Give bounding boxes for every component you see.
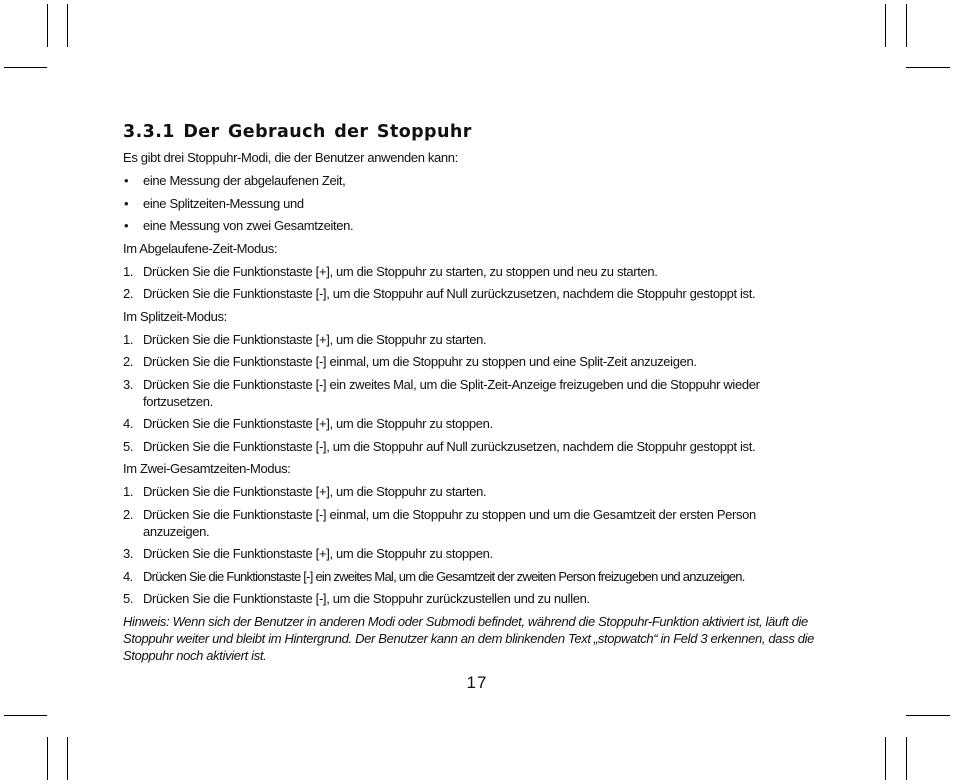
step-text: Drücken Sie die Funktionstaste [+], um die Stoppuhr zu starten. xyxy=(143,484,487,499)
section-title: 3.3.1 Der Gebrauch der Stoppuhr xyxy=(123,122,472,142)
step-text: Drücken Sie die Funktionstaste [-] ein zweites Mal, um die Split-Zeit-Anzeige freizugeben und die Stoppuhr wieder fortzusetzen. xyxy=(143,376,760,409)
step-text: Drücken Sie die Funktionstaste [+], um die Stoppuhr zu starten, zu stoppen und neu zu starten. xyxy=(143,263,658,279)
step-item xyxy=(123,415,820,432)
list-item-text: eine Messung der abgelaufenen Zeit, xyxy=(143,173,346,188)
page-content xyxy=(123,120,820,664)
step-text: Drücken Sie die Funktionstaste [+], um die Stoppuhr zu starten. xyxy=(143,331,487,347)
crop-mark-top-left-horizontal xyxy=(4,67,47,68)
crop-mark-bottom-right-outer xyxy=(906,737,907,780)
step-text: Drücken Sie die Funktionstaste [+], um die Stoppuhr zu stoppen. xyxy=(143,416,493,431)
elapsed-mode-steps xyxy=(123,263,820,303)
list-item xyxy=(123,195,820,212)
step-text: Drücken Sie die Funktionstaste [-], um die Stoppuhr zurückzustellen und zu nullen. xyxy=(143,591,590,606)
step-number: 2. xyxy=(123,506,134,522)
step-item xyxy=(123,545,820,562)
step-number: 3. xyxy=(123,546,134,561)
crop-mark-bottom-right-horizontal xyxy=(906,715,950,716)
list-item xyxy=(123,172,820,189)
step-number: 1. xyxy=(123,331,134,347)
note-text: Hinweis: Wenn sich der Benutzer in anderen Modi oder Submodi befindet, während die Stoppuhr-Funktion aktiviert ist, läuft die Stoppuhr weiter und bleibt im Hintergrund. Der Benutzer kann an dem blinkenden Text „stopwatch“ in Feld 3 erkennen, dass die Stoppuhr noch aktiviert ist. xyxy=(123,613,815,663)
step-number: 1. xyxy=(123,263,134,279)
two-total-mode-steps xyxy=(123,483,820,607)
crop-mark-top-right-horizontal xyxy=(906,67,950,68)
step-item xyxy=(123,263,820,280)
step-item xyxy=(123,506,820,540)
crop-mark-bottom-right-inner xyxy=(885,737,886,780)
step-number: 4. xyxy=(123,568,133,584)
crop-mark-bottom-left-outer xyxy=(47,737,48,780)
split-mode-heading: Im Splitzeit-Modus: xyxy=(123,308,227,324)
step-number: 1. xyxy=(123,484,134,499)
crop-mark-bottom-left-inner xyxy=(67,737,68,780)
step-number: 5. xyxy=(123,591,134,606)
step-number: 2. xyxy=(123,286,134,301)
step-item xyxy=(123,568,820,585)
step-item xyxy=(123,331,820,348)
step-number: 2. xyxy=(123,354,134,369)
step-item xyxy=(123,438,820,455)
two-total-mode-heading: Im Zwei-Gesamtzeiten-Modus: xyxy=(123,461,291,476)
crop-mark-top-right-inner xyxy=(885,4,886,47)
split-mode-steps xyxy=(123,331,820,455)
crop-mark-top-left-outer xyxy=(47,4,48,47)
step-text: Drücken Sie die Funktionstaste [-] einmal, um die Stoppuhr zu stoppen und um die Gesamtzeit der ersten Person anzuzeigen. xyxy=(143,506,756,539)
bullet-marker: • xyxy=(124,173,129,188)
crop-mark-top-left-inner xyxy=(67,4,68,47)
page-number: 17 xyxy=(466,673,488,692)
step-text: Drücken Sie die Funktionstaste [-], um die Stoppuhr auf Null zurückzusetzen, nachdem die Stoppuhr gestoppt ist. xyxy=(143,286,756,301)
intro-text: Es gibt drei Stoppuhr-Modi, die der Benutzer anwenden kann: xyxy=(123,150,458,165)
step-number: 3. xyxy=(123,376,134,392)
step-item xyxy=(123,483,820,500)
step-number: 4. xyxy=(123,416,134,431)
mode-list xyxy=(123,172,820,234)
list-item xyxy=(123,217,820,234)
crop-mark-bottom-left-horizontal xyxy=(4,715,47,716)
step-item xyxy=(123,285,820,302)
list-item-text: eine Messung von zwei Gesamtzeiten. xyxy=(143,218,354,233)
list-item-text: eine Splitzeiten-Messung und xyxy=(143,195,304,211)
bullet-marker: • xyxy=(124,195,129,211)
step-number: 5. xyxy=(123,438,134,454)
step-text: Drücken Sie die Funktionstaste [-] einmal, um die Stoppuhr zu stoppen und eine Split-Zeit anzuzeigen. xyxy=(143,354,697,369)
step-item xyxy=(123,590,820,607)
bullet-marker: • xyxy=(124,218,129,233)
step-text: Drücken Sie die Funktionstaste [-] ein zweites Mal, um die Gesamtzeit der zweiten Person freizugeben und anzuzeigen. xyxy=(143,568,745,584)
crop-mark-top-right-outer xyxy=(906,4,907,47)
step-item xyxy=(123,376,820,410)
step-text: Drücken Sie die Funktionstaste [-], um die Stoppuhr auf Null zurückzusetzen, nachdem die Stoppuhr gestoppt ist. xyxy=(143,438,756,454)
elapsed-mode-heading: Im Abgelaufene-Zeit-Modus: xyxy=(123,240,278,256)
step-item xyxy=(123,353,820,370)
step-text: Drücken Sie die Funktionstaste [+], um die Stoppuhr zu stoppen. xyxy=(143,546,493,561)
